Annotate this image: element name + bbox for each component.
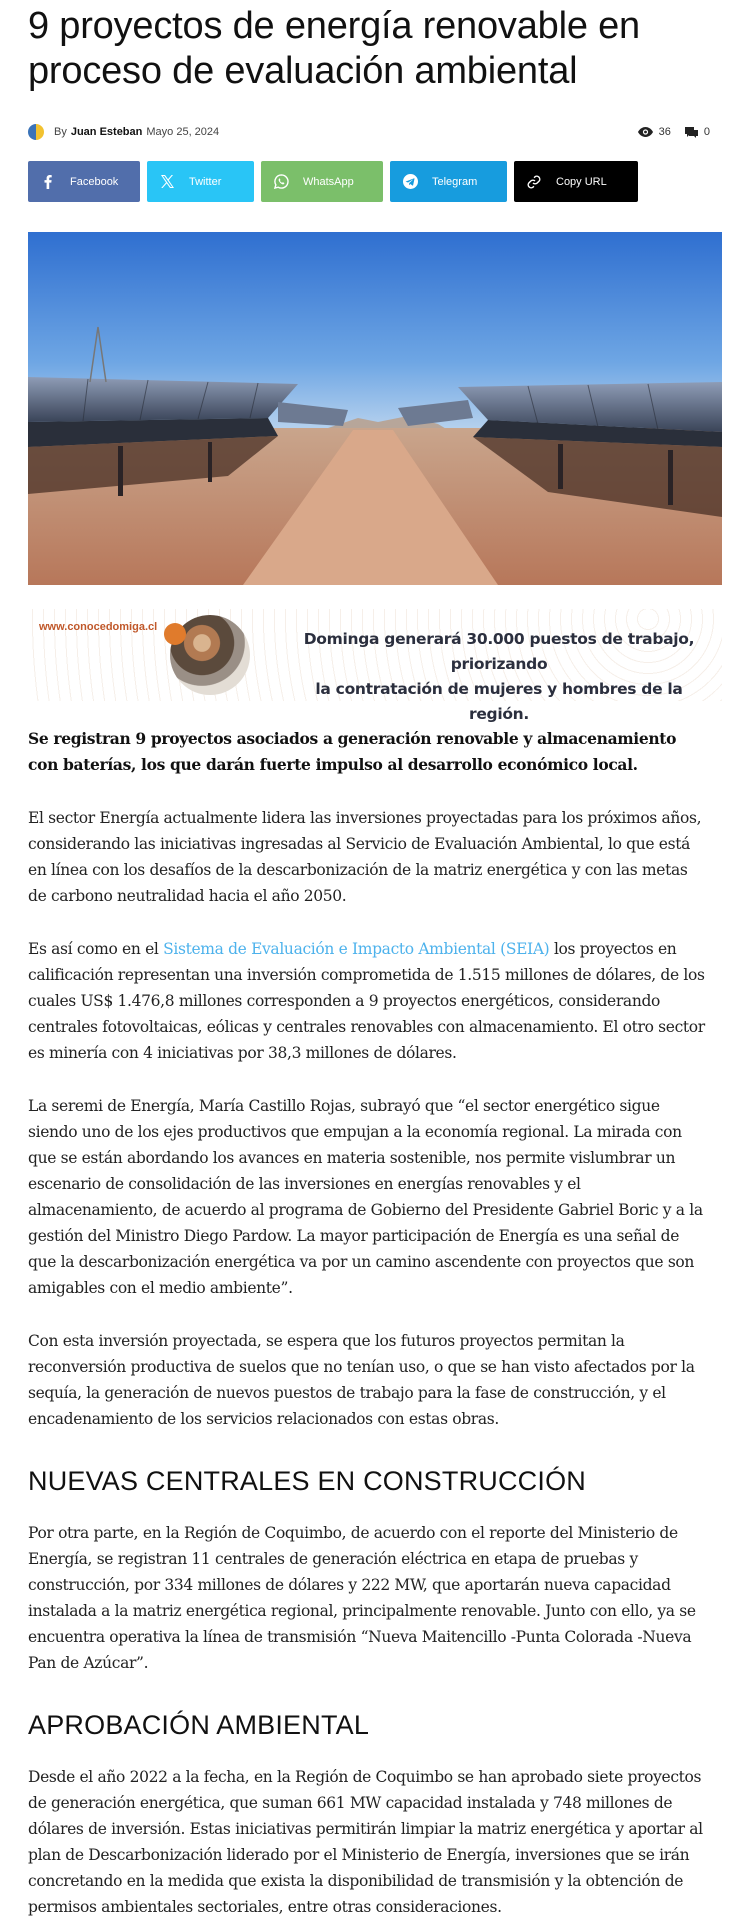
share-whatsapp-button[interactable]: [261, 161, 383, 202]
share-telegram-button[interactable]: [390, 161, 507, 202]
copy-url-label: Copy URL: [556, 175, 607, 188]
views-stat: [638, 126, 671, 138]
section-heading-approval: APROBACIÓN AMBIENTAL: [28, 1710, 370, 1740]
telegram-icon: [403, 174, 418, 189]
lead-paragraph: Se registran 9 proyectos asociados a generación renovable y almacenamiento con baterías, los que darán fuerte impulso al desarrollo económico local.: [28, 729, 677, 774]
hero-image: [28, 232, 722, 585]
seia-link[interactable]: Sistema de Evaluación e Impacto Ambiental (SEIA): [163, 940, 550, 958]
paragraph-4: Con esta inversión proyectada, se espera que los futuros proyectos permitan la reconversión productiva de suelos que no tenían uso, o que se han visto afectados por la sequía, la generación de nuevos puestos de trabajo para la fase de construcción, y el encadenamiento de los servicios relacionados con estas obras.: [28, 1332, 695, 1428]
share-telegram-label: Telegram: [432, 175, 478, 188]
author-avatar-icon[interactable]: [28, 124, 44, 140]
paragraph-3: La seremi de Energía, María Castillo Rojas, subrayó que “el sector energético sigue siendo uno de los ejes productivos que empujan a la economía regional. La mirada con que se están abordando los avances en materia sostenible, nos permite vislumbrar un escenario de consolidación de las inversiones en energías renovables y el almacenamiento, de acuerdo al programa de Gobierno del Presidente Gabriel Boric y a la gestión del Ministro Diego Pardow. La mayor participación de Energía es una señal de que la descarbonización energética va por un camino ascendente con proyectos que son amigables con el medio ambiente”.: [28, 1097, 703, 1297]
comments-count: 0: [703, 126, 710, 138]
article-meta: [28, 121, 710, 143]
paragraph-6: Desde el año 2022 a la fecha, en la Región de Coquimbo se han aprobado siete proyectos de generación energética, que suman 661 MW capacidad instalada y 748 millones de dólares de inversión. Estas iniciativas permitirán limpiar la matriz energética y aportar al plan de Descarbonización liderado por el Ministerio de Energía, inversiones que se irán concretando en la medida que exista la disponibilidad de transmisión y la obtención de permisos ambientales sectoriales, entre otras consideraciones.: [28, 1768, 703, 1916]
share-facebook-button[interactable]: [28, 161, 140, 202]
comments-stat[interactable]: [685, 126, 710, 138]
publish-date: Mayo 25, 2024: [146, 126, 220, 138]
banner-line-2: la contratación de mujeres y hombres de la región.: [315, 680, 683, 723]
x-icon: [161, 175, 174, 188]
share-bar: [28, 161, 710, 202]
paragraph-1: El sector Energía actualmente lidera las inversiones proyectadas para los próximos años, considerando las iniciativas ingresadas al Servicio de Evaluación Ambiental, lo que está en línea con los desafíos de la descarbonización de la matriz energética y con las metas de carbono neutralidad hacia el año 2050.: [28, 809, 702, 905]
share-twitter-label: Twitter: [189, 175, 222, 188]
banner-people-image: [170, 615, 250, 695]
dominga-ad-banner[interactable]: [28, 609, 722, 723]
by-label: By: [54, 126, 67, 138]
paragraph-2-start: Es así como en el: [28, 940, 164, 958]
facebook-icon: [44, 175, 52, 189]
link-icon: [527, 175, 541, 189]
section-heading-construction: NUEVAS CENTRALES EN CONSTRUCCIÓN: [28, 1466, 586, 1496]
whatsapp-icon: [274, 174, 289, 189]
views-count: 36: [658, 126, 671, 138]
share-whatsapp-label: WhatsApp: [303, 175, 354, 188]
banner-line-1: Dominga generará 30.000 puestos de trabajo, priorizando: [303, 630, 695, 673]
page-title: 9 proyectos de energía renovable en proceso de evaluación ambiental: [28, 5, 640, 92]
article-body: [28, 726, 710, 1920]
paragraph-2-end: los proyectos en calificación representan una inversión comprometida de 1.515 millones de dólares, de los cuales US$ 1.476,8 millones corresponden a 9 proyectos energéticos, considerando centrales fotovoltaicas, eólicas y centrales renovables con almacenamiento. El otro sector es minería con 4 iniciativas por 38,3 millones de dólares.: [28, 940, 705, 1062]
paragraph-5: Por otra parte, en la Región de Coquimbo, de acuerdo con el reporte del Ministerio de Energía, se registran 11 centrales de generación eléctrica en etapa de pruebas y construcción, por 334 millones de dólares y 222 MW, que aportarán nueva capacidad instalada a la matriz energética regional, principalmente renovable. Junto con ello, ya se encuentra operativa la línea de transmisión “Nueva Maitencillo -Punta Colorada -Nueva Pan de Azúcar”.: [28, 1524, 696, 1672]
share-twitter-button[interactable]: [147, 161, 254, 202]
copy-url-button[interactable]: [514, 161, 638, 202]
author-link[interactable]: Juan Esteban: [70, 126, 143, 138]
comment-icon: [685, 127, 698, 138]
banner-url: www.conocedomiga.cl: [39, 621, 158, 633]
paragraph-2: [28, 936, 710, 1066]
share-facebook-label: Facebook: [70, 175, 119, 188]
eye-icon: [638, 127, 653, 137]
banner-headline: [294, 627, 704, 727]
